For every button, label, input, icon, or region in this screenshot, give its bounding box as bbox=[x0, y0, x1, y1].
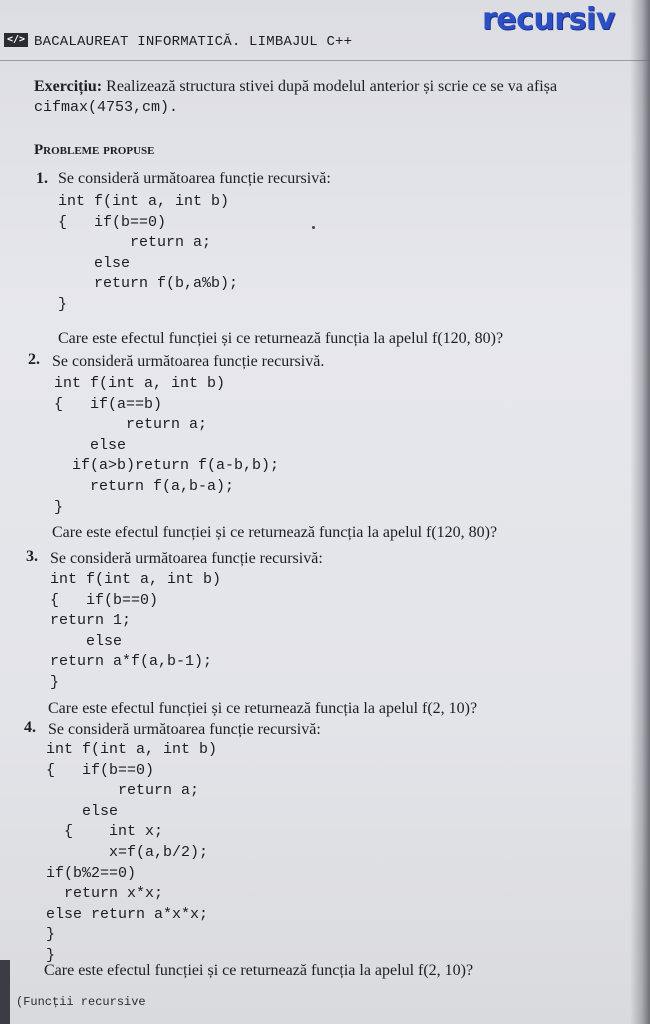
page-shadow bbox=[630, 0, 650, 1024]
problem-2-code: int f(int a, int b) { if(a==b) return a; else if(a>b)return f(a-b,b); return f(a,b-a); } bbox=[54, 375, 280, 516]
problem-4-question: Care este efectul funcției și ce returnează funcția la apelul f(2, 10)? bbox=[44, 962, 474, 979]
speck bbox=[312, 226, 315, 229]
problem-4-code: int f(int a, int b) { if(b==0) return a; else { int x; x=f(a,b/2); if(b%2==0) return x*x; else return a*x*x; } } bbox=[46, 741, 218, 964]
header-divider bbox=[0, 60, 650, 61]
exercise-call: cifmax(4753,cm). bbox=[34, 99, 179, 116]
problem-1-question: Care este efectul funcției și ce returnează funcția la apelul f(120, 80)? bbox=[58, 330, 504, 347]
problem-2-number: 2. bbox=[28, 351, 40, 368]
page-edge bbox=[0, 960, 10, 1024]
problem-1-code: int f(int a, int b) { if(b==0) return a; else return f(b,a%b); } bbox=[58, 193, 239, 313]
exercise-text: Realizează structura stivei după modelul anterior și scrie ce se va afișa bbox=[106, 78, 558, 95]
page-header-title: BACALAUREAT INFORMATICĂ. LIMBAJUL C++ bbox=[34, 34, 353, 50]
problem-4-number: 4. bbox=[24, 719, 36, 736]
problem-2-question: Care este efectul funcției și ce returnează funcția la apelul f(120, 80)? bbox=[52, 524, 498, 541]
page-footer: (Funcții recursive bbox=[16, 995, 146, 1009]
problem-3-intro: Se consideră următoarea funcție recursivă: bbox=[50, 550, 323, 567]
problem-3-question: Care este efectul funcției și ce returnează funcția la apelul f(2, 10)? bbox=[48, 700, 478, 717]
problem-3-number: 3. bbox=[26, 548, 38, 565]
problem-2-intro: Se consideră următoarea funcție recursivă. bbox=[52, 353, 325, 370]
problem-4-intro: Se consideră următoarea funcție recursivă: bbox=[48, 721, 321, 738]
section-title: Probleme propuse bbox=[34, 142, 155, 158]
code-icon: </> bbox=[4, 33, 28, 47]
problem-1-number: 1. bbox=[36, 170, 48, 187]
brand-logo: recursiv bbox=[482, 2, 615, 37]
exercise-label: Exercițiu: bbox=[34, 78, 103, 95]
exercise-line bbox=[34, 78, 557, 96]
problem-3-code: int f(int a, int b) { if(b==0) return 1; else return a*f(a,b-1); } bbox=[50, 571, 222, 691]
problem-1-intro: Se consideră următoarea funcție recursivă: bbox=[58, 170, 331, 187]
